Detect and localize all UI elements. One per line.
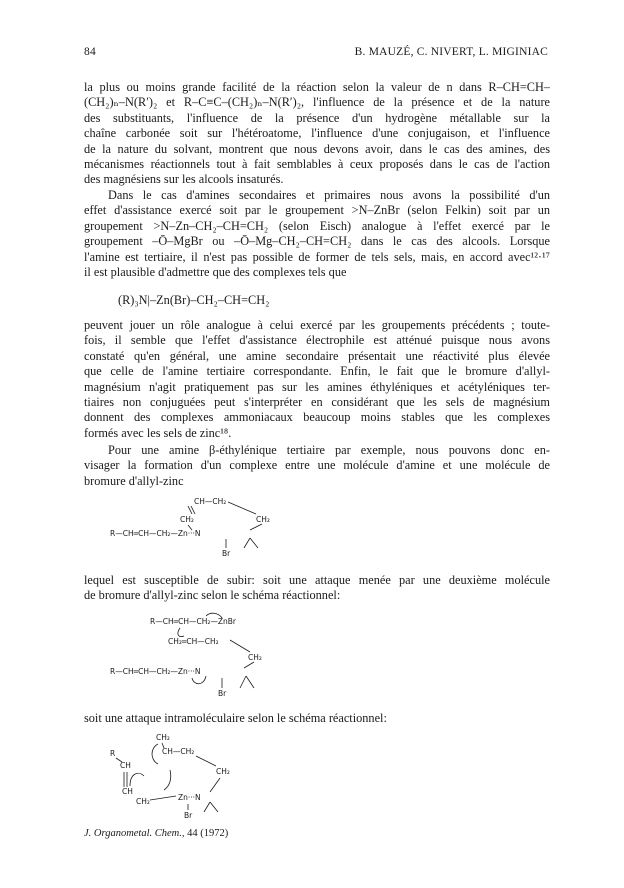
scheme-2-reagent: R—CH═CH—CH₂—ZnBr (150, 617, 236, 626)
text-line: groupement >N–Zn–CH₂–CH=CH₂ (selon Eisch) analogue à l'effet exercé par le (84, 218, 550, 233)
text-line: donnent des complexes ammoniacaux beaucoup moins stables que les complexes (84, 410, 550, 425)
text-line: fois, il semble que l'effet d'assistance électrophile est atténué puisque nous avons (84, 333, 550, 348)
text-line: la plus ou moins grande facilité de la réaction selon la valeur de n dans R–CH=CH– (84, 80, 550, 94)
scheme-3-bond (150, 796, 176, 800)
scheme-2-arrow (178, 628, 184, 637)
text-line: bromure d'allyl-zinc (84, 473, 184, 488)
text-line: (CH₂)ₙ–N(R′)₂ et R–C≡C–(CH₂)ₙ–N(R′)₂, l'influence de la présence et de la nature (84, 95, 550, 110)
text-line: constaté qu'en général, une amine secondaire présentait une réactivité plus élevée (84, 348, 550, 363)
text-line: chaîne carbonée soit sur l'hétéroatome, l'influence d'une conjugaison, et l'influence (84, 126, 550, 141)
paragraph-3 (84, 318, 550, 441)
scheme-2-bond (230, 640, 250, 652)
scheme-3-ch-left: CH (120, 761, 131, 770)
text-line: soit une attaque intramoléculaire selon le schéma réactionnel: (84, 711, 387, 725)
scheme-1-left-ch2: CH₂ (180, 515, 194, 524)
text-line: magnésium n'agit pratiquement pas sur les amines éthyléniques et acétyléniques ter- (84, 379, 550, 394)
page-number: 84 (84, 46, 96, 58)
scheme-3-intramolecular (110, 730, 330, 822)
complex-formula: (R)₃N|–Zn(Br)–CH₂–CH=CH₂ (118, 293, 270, 307)
scheme-1-bond (250, 524, 262, 530)
scheme-3-bond (204, 802, 210, 812)
scheme-1-bond (244, 538, 250, 548)
text-line: lequel est susceptible de subir: soit une attaque menée par une deuxième molécule (84, 573, 550, 587)
scheme-2-intermolecular (110, 612, 330, 704)
text-line: mécanismes réactionnels tout à fait semblables à ceux proposés dans le cas de l'action (84, 156, 550, 171)
scheme-1-ch-ch2: CH—CH₂ (194, 497, 227, 506)
scheme-1-right-ch2: CH₂ (256, 515, 270, 524)
scheme-3-ch-bottom: CH (122, 787, 133, 796)
paragraph-6 (84, 711, 550, 726)
text-line: peuvent jouer un rôle analogue à celui exercé par les groupements précédents ; toute- (84, 318, 550, 332)
scheme-3-ch2-bottom: CH₂ (136, 797, 150, 806)
text-line: effet d'assistance exercé soit par le groupement >N–ZnBr (selon Felkin) soit par un (84, 203, 550, 218)
scheme-3-br: Br (184, 811, 193, 820)
paragraph-1 (84, 80, 550, 188)
text-line: de bromure d'allyl-zinc selon le schéma réactionnel: (84, 588, 341, 603)
running-header-authors: B. MAUZÉ, C. NIVERT, L. MIGINIAC (354, 46, 548, 58)
scheme-1-main-chain: R—CH═CH—CH₂—Zn···N (110, 529, 201, 538)
paragraph-4 (84, 443, 550, 489)
scheme-3-bond (196, 756, 216, 766)
journal-volume: 44 (1972) (187, 828, 229, 839)
scheme-3-bond (210, 802, 218, 812)
paragraph-5 (84, 573, 550, 604)
scheme-1-bond (228, 502, 256, 514)
journal-footer (84, 828, 228, 839)
text-line: des magnésiens sur les alcools insaturés. (84, 172, 284, 187)
text-line: des substituants, l'influence de la présence d'un hydrogène métallable sur la (84, 110, 550, 125)
scheme-2-br: Br (218, 689, 227, 698)
scheme-3-bond (116, 758, 122, 762)
scheme-1-bond (250, 538, 258, 548)
scheme-1-br: Br (222, 549, 231, 558)
text-line: que celle de l'amine tertiaire correspondante. Enfin, le fait que le bromure d'allyl- (84, 364, 550, 379)
scheme-3-arrow (130, 773, 144, 786)
scheme-2-arrow (192, 676, 206, 684)
scheme-2-main-chain: R—CH═CH—CH₂—Zn···N (110, 667, 201, 676)
scheme-3-bond (210, 778, 220, 792)
scheme-3-zn: Zn···N (178, 793, 201, 802)
scheme-3-right-ch2: CH₂ (216, 767, 230, 776)
scheme-2-right-ch2: CH₂ (248, 653, 262, 662)
text-line: il est plausible d'admettre que des complexes tels que (84, 264, 347, 279)
journal-name: J. Organometal. Chem., (84, 828, 185, 839)
text-line: de la nature du solvant, montrent que nous devons avoir, dans le cas des amines, des (84, 141, 550, 156)
scheme-3-top-ch2: CH₂ (156, 733, 170, 742)
text-line: groupement –Ō–MgBr ou –Ō–Mg–CH₂–CH=CH₂ dans le cas des alcools. Lorsque (84, 234, 550, 249)
text-line: Pour une amine β-éthylénique tertiaire par exemple, nous pouvons donc en- (108, 443, 550, 457)
text-line: l'amine est tertiaire, il n'est pas possible de former de tels sels, mais, en accord avec¹²·¹⁷ (84, 249, 550, 264)
scheme-3-r: R (110, 749, 116, 758)
text-line: visager la formation d'un complexe entre une molécule d'amine et une molécule de (84, 458, 550, 473)
scheme-3-arrow (164, 770, 171, 790)
scheme-2-bond (246, 676, 254, 688)
text-line: tiaires non conjuguées peut s'interpréter en considérant que les sels de magnésium (84, 394, 550, 409)
scheme-3-arrow (152, 744, 158, 764)
scheme-3-ch-ch2: CH—CH₂ (162, 747, 195, 756)
scheme-2-bond (244, 662, 254, 668)
text-line: Dans le cas d'amines secondaires et primaires nous avons la possibilité d'un (108, 188, 550, 202)
scheme-2-bond (240, 676, 246, 688)
paragraph-2 (84, 188, 550, 280)
text-line: formés avec les sels de zinc¹⁸. (84, 425, 232, 440)
scheme-1-complex (110, 492, 330, 560)
scheme-2-allyl: CH₂═CH—CH₂ (168, 637, 219, 646)
